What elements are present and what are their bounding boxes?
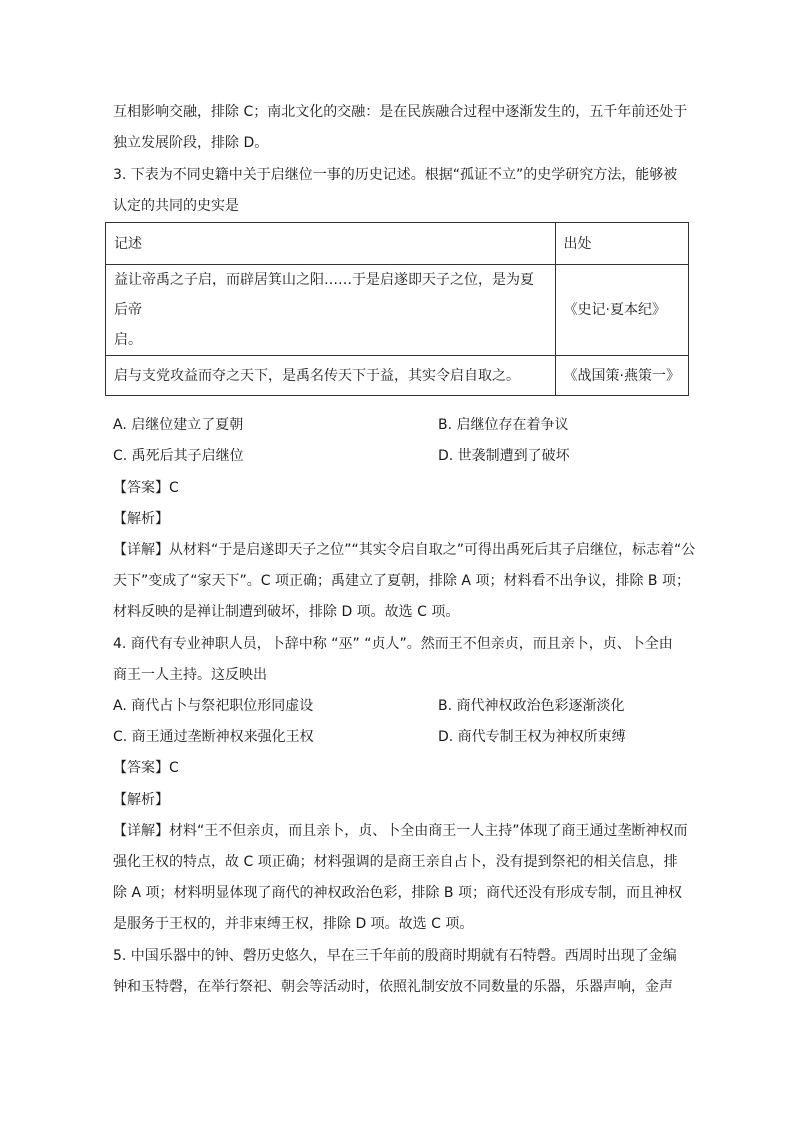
option-c: C. 商王通过垄断神权来强化王权 [113,729,314,745]
text-line: 独立发展阶段，排除 D。 [113,135,269,151]
option-d: D. 商代专制王权为神权所束缚 [438,729,626,745]
detail-line: 天下”变成了“家天下”。C 项正确；禹建立了夏朝，排除 A 项；材料看不出争议，排除 B 项； [113,573,690,589]
question-5-stem: 5. 中国乐器中的钟、磬历史悠久，早在三千年前的殷商时期就有石特磬。西周时出现了金编 [113,948,677,964]
detail-line: 强化王权的特点，故 C 项正确；材料强调的是商王亲自占卜，没有提到祭祀的相关信息，排 [113,854,678,870]
option-b: B. 商代神权政治色彩逐渐淡化 [438,698,625,714]
analysis-label: 【解析】 [113,511,169,527]
question-4-stem-cont: 商王一人主持。这反映出 [113,667,267,683]
option-b: B. 启继位存在着争议 [438,417,569,433]
table-cell-source: 《史记·夏本纪》 [555,265,688,356]
table-cell-source: 《战国策·燕策一》 [555,356,688,396]
question-3-stem: 3. 下表为不同史籍中关于启继位一事的历史记述。根据“孤证不立”的史学研究方法，能够被 [113,167,678,183]
table-row [106,265,689,356]
table-header-row [106,223,689,265]
record-text-line: 益让帝禹之子启，而辟居箕山之阳……于是启遂即天子之位，是为夏后帝 [114,272,534,318]
table-header-source: 出处 [555,223,688,265]
table-row [106,356,689,396]
detail-line: 材料反映的是禅让制遭到破坏，排除 D 项。故选 C 项。 [113,604,460,620]
option-c: C. 禹死后其子启继位 [113,448,244,464]
option-a: A. 启继位建立了夏朝 [113,417,244,433]
question-4-stem: 4. 商代有专业神职人员，卜辞中称 “巫” “贞人”。然而王不但亲贞，而且亲卜，贞、卜全由 [113,636,673,652]
option-d: D. 世袭制遭到了破坏 [438,448,570,464]
detail-line: 除 A 项；材料明显体现了商代的神权政治色彩，排除 B 项；商代还没有形成专制，而且神权 [113,885,682,901]
detail-line: 【详解】材料“王不但亲贞，而且亲卜，贞、卜全由商王一人主持”体现了商王通过垄断神权而 [113,823,688,839]
detail-line: 是服务于王权的，并非束缚王权，排除 D 项。故选 C 项。 [113,916,474,932]
text-line: 互相影响交融，排除 C；南北文化的交融：是在民族融合过程中逐渐发生的，五千年前还处于 [113,104,688,120]
answer-label: 【答案】C [113,760,179,776]
analysis-label: 【解析】 [113,792,169,808]
table-cell-record [106,265,556,356]
table-header-record: 记述 [106,223,556,265]
sources-table [105,222,689,396]
question-5-stem-cont: 钟和玉特磬，在举行祭祀、朝会等活动时，依照礼制安放不同数量的乐器，乐器声响，金声 [113,979,673,995]
detail-line: 【详解】从材料“于是启遂即天子之位”“其实令启自取之”可得出禹死后其子启继位，标志着“公 [113,542,696,558]
table-cell-record: 启与支党攻益而夺之天下，是禹名传天下于益，其实令启自取之。 [106,356,556,396]
question-3-stem-cont: 认定的共同的史实是 [113,198,239,214]
option-a: A. 商代占卜与祭祀职位形同虚设 [113,698,314,714]
answer-label: 【答案】C [113,480,179,496]
record-text-line: 启。 [114,332,142,348]
